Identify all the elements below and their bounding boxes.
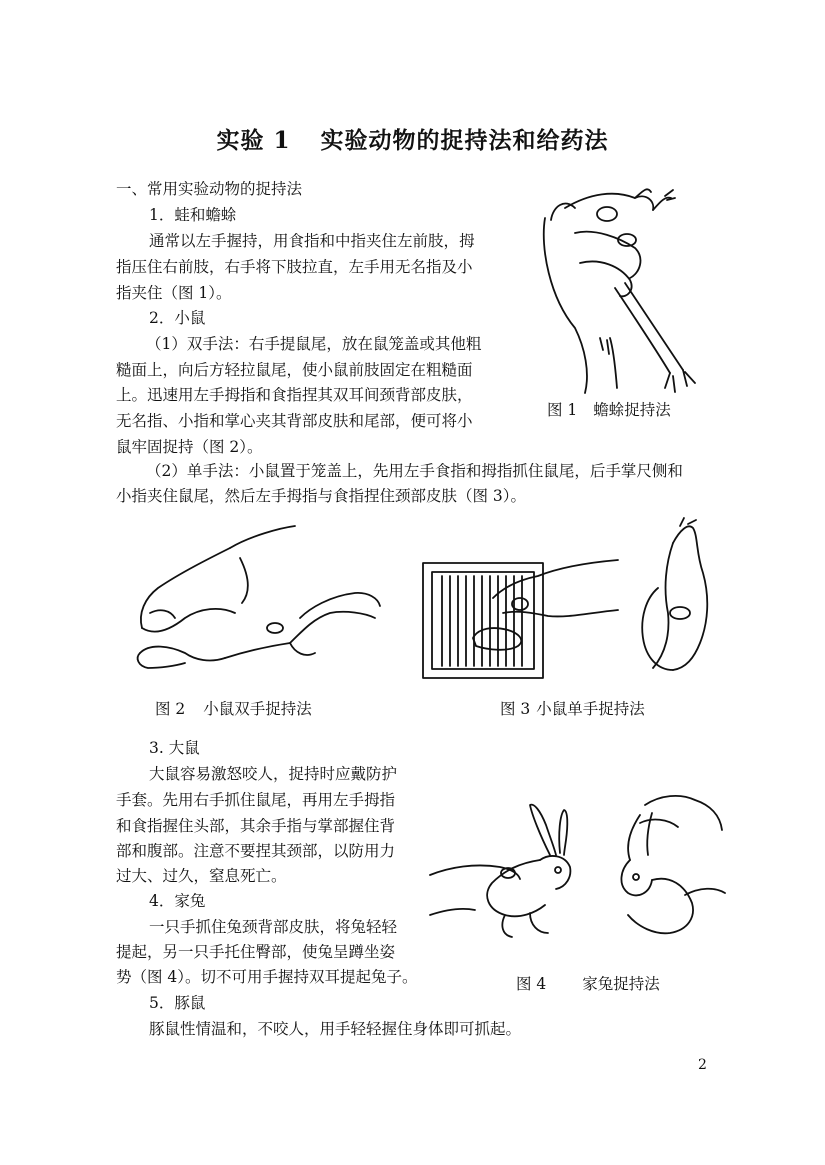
mouse-two-hand-grip-illustration [130, 518, 380, 683]
rabbit-ear [530, 805, 556, 855]
rabbit-eye [633, 874, 639, 880]
rat-text-line: 大鼠容易激怒咬人，捉持时应戴防护 [149, 765, 398, 783]
rabbit-text-line: 势（图 4）。切不可用手握持双耳提起兔子。 [116, 968, 418, 986]
mouse-heading: 2．小鼠 [149, 309, 206, 327]
fingertip [267, 623, 283, 633]
finger-outline [150, 610, 175, 618]
title-experiment-name: 实验动物的捉持法和给药法 [320, 127, 609, 154]
mouse-hanging-body [653, 543, 673, 668]
figure-2-title: 小鼠双手捉持法 [203, 700, 312, 718]
frog-text-line: 指压住右前肢，右手将下肢拉直，左手用无名指及小 [116, 258, 473, 276]
mouse-one-hand-grip-illustration [418, 518, 718, 683]
hand-outline [544, 218, 587, 393]
title-experiment-number: 实验 1 [216, 127, 291, 154]
mouse-belly [138, 653, 185, 668]
finger-outline [551, 204, 575, 220]
thumb-nail [597, 207, 617, 221]
cage-lid-inner [432, 572, 534, 669]
mouse-text-line: 上。迅速用左手拇指和食指捏其双耳间颈背部皮肤， [116, 386, 473, 404]
figure-4-label: 图 4 [516, 975, 547, 993]
finger-outline [575, 232, 640, 278]
figure-1-caption [547, 398, 671, 420]
page-number: 2 [698, 1057, 707, 1073]
hand-upright-outline [673, 526, 707, 670]
fingertip [670, 607, 690, 619]
mouse-tail [225, 643, 290, 658]
rabbit-text-line: 提起，另一只手托住臀部，使兔呈蹲坐姿 [116, 943, 396, 961]
rat-text-line: 手套。先用右手抓住鼠尾，再用左手拇指 [116, 791, 396, 809]
figure-1-title: 蟾蜍捉持法 [593, 401, 671, 419]
rat-text-line: 过大、过久，窒息死亡。 [116, 867, 287, 885]
rabbit-heading: 4．家兔 [149, 892, 206, 910]
rat-text-line: 和食指握住头部，其余手指与掌部握住背 [116, 817, 396, 835]
figure-1-label: 图 1 [547, 401, 578, 419]
wrist-line [610, 338, 617, 388]
page-title [0, 122, 825, 155]
toad-feet [665, 370, 695, 392]
rat-heading: 3. 大鼠 [149, 739, 200, 757]
rabbit-ear [628, 815, 640, 860]
mouse-text-line: （1）双手法：右手提鼠尾，放在鼠笼盖或其他粗 [146, 335, 482, 353]
left-hand-fingers [142, 609, 235, 632]
rabbit-eye [555, 867, 561, 873]
toad-grip-illustration [535, 188, 705, 398]
right-hand-fingers [290, 643, 315, 655]
left-hand-outline [141, 548, 230, 628]
rabbit-head [621, 860, 652, 895]
rabbit-ear [559, 810, 567, 855]
frog-text-line: 指夹住（图 1）。 [116, 284, 232, 302]
hand-outline [493, 560, 618, 598]
mouse-body [140, 647, 225, 661]
mouse-text-line: 糙面上，向后方轻拉鼠尾，使小鼠前肢固定在粗糙面 [116, 361, 473, 379]
mouse-text-line: 无名指、小指和掌心夹其背部皮肤和尾部，便可将小 [116, 412, 473, 430]
section-heading: 一、常用实验动物的捉持法 [116, 180, 303, 198]
finger-outline [580, 262, 632, 297]
guinea-pig-text-line: 豚鼠性情温和，不咬人，用手轻轻握住身体即可抓起。 [149, 1020, 522, 1038]
rabbit-body [487, 860, 545, 916]
upper-hand [645, 796, 722, 830]
frog-text-line: 通常以左手握持，用食指和中指夹住左前肢，拇 [149, 232, 475, 250]
hand-outline [503, 610, 618, 616]
rat-text-line: 部和腹部。注意不要捏其颈部，以防用力 [116, 842, 396, 860]
finger-outline [640, 820, 678, 827]
supporting-arm [430, 909, 475, 915]
guinea-pig-heading: 5．豚鼠 [149, 994, 206, 1012]
lower-hand [685, 889, 725, 895]
mouse-text-line: 小指夹住鼠尾，然后左手拇指与食指捏住颈部皮肤（图 3）。 [116, 487, 527, 505]
figure-2-caption [155, 697, 312, 719]
right-arm [300, 593, 380, 618]
mouse-text-line: （2）单手法：小鼠置于笼盖上，先用左手食指和拇指抓住鼠尾，后手掌尺侧和 [146, 462, 683, 480]
toad-leg [625, 283, 683, 370]
frog-heading: 1．蛙和蟾蜍 [149, 206, 237, 224]
figure-3-caption [500, 697, 645, 719]
rabbit-body [628, 879, 693, 934]
glove-cuff [230, 526, 295, 548]
rabbit-grip-illustration [430, 775, 725, 945]
figure-4-title: 家兔捉持法 [582, 975, 660, 993]
toad-leg [615, 288, 670, 373]
skin-crease [600, 338, 609, 354]
glove-fold [240, 558, 248, 603]
rabbit-text-line: 一只手抓住兔颈背部皮肤，将兔轻轻 [149, 918, 398, 936]
figure-4-caption [516, 972, 660, 994]
mouse-text-line: 鼠牢固捉持（图 2）。 [116, 438, 263, 456]
figure-2-label: 图 2 [155, 700, 186, 718]
mouse-ears [680, 518, 696, 526]
figure-3-label: 图 3 [500, 700, 531, 718]
toad-toes [653, 190, 675, 210]
figure-3-title: 小鼠单手捉持法 [536, 700, 645, 718]
